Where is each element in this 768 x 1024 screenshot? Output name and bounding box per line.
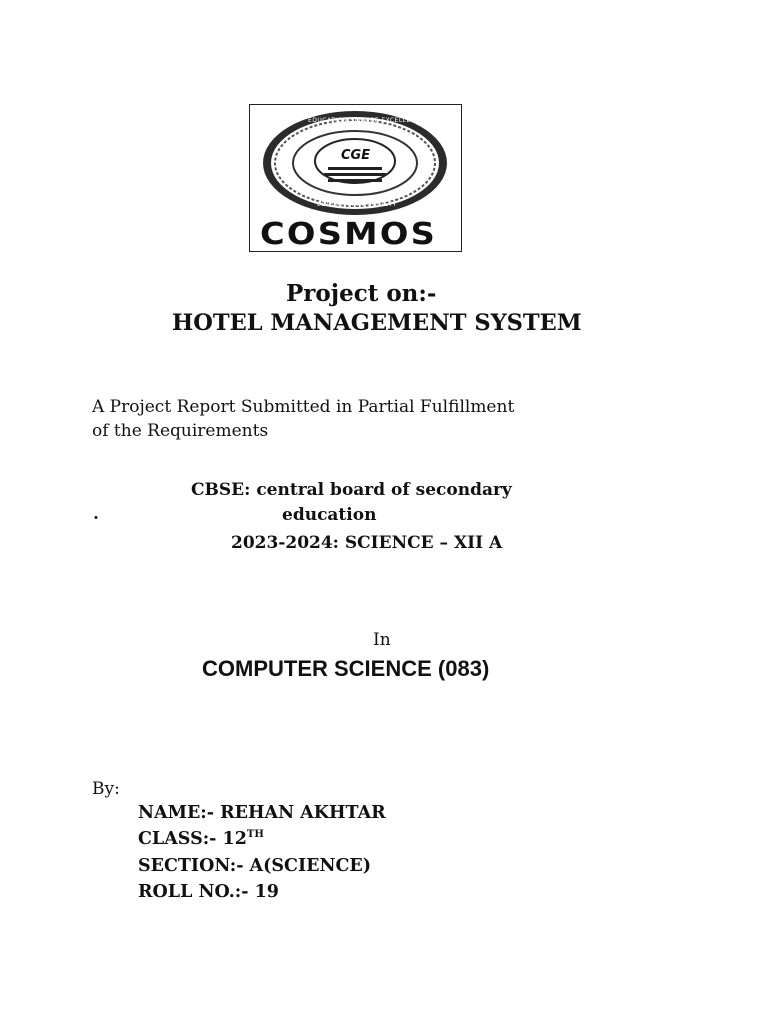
project-label: Project on:- — [286, 280, 437, 307]
seal-ring-text-bottom: EDUCATIONAL SOCIETY — [317, 201, 397, 208]
student-name: NAME:- REHAN AKHTAR — [138, 803, 386, 823]
by-label: By: — [92, 779, 120, 799]
student-section: SECTION:- A(SCIENCE) — [138, 856, 372, 876]
session-line: 2023-2024: SCIENCE – XII A — [231, 533, 503, 553]
class-superscript: TH — [246, 829, 264, 840]
project-title: HOTEL MANAGEMENT SYSTEM — [172, 310, 582, 336]
seal-ring-text-top: EDUCATION SERVICE EXCELLENCE — [308, 117, 425, 124]
report-line-1: A Project Report Submitted in Partial Fulfillment — [92, 397, 515, 417]
board-line-2: education — [282, 505, 377, 525]
class-value: CLASS:- 12 — [138, 829, 247, 849]
board-bullet: . — [93, 504, 99, 524]
subject-name: COMPUTER SCIENCE (083) — [202, 656, 490, 681]
subject-prefix: In — [373, 630, 391, 650]
school-logo — [249, 104, 462, 252]
student-class — [138, 829, 264, 849]
seal-text: CGE — [341, 148, 371, 163]
board-line-1: CBSE: central board of secondary — [191, 480, 512, 500]
student-roll: ROLL NO.:- 19 — [138, 882, 279, 902]
report-line-2: of the Requirements — [92, 421, 269, 441]
logo-wordmark: COSMOS — [260, 217, 438, 252]
